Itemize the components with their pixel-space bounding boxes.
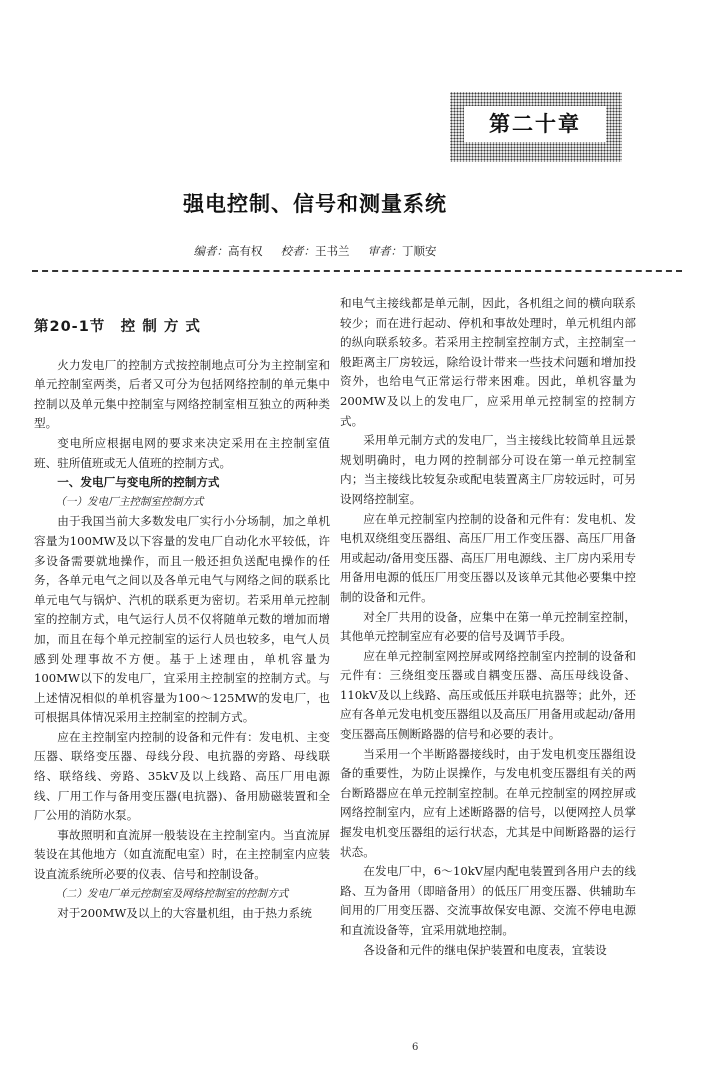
minor-heading: （二）发电厂单元控制室及网络控制室的控制方式 bbox=[55, 887, 289, 900]
editor-label: 编者： bbox=[193, 244, 228, 258]
paragraph: 采用单元制方式的发电厂，当主接线比较简单且远景规划明确时，电力网的控制部分可设在第一单元控制室内；当主接线比较复杂或配电装置离主厂房较远时，可另设网络控制室。 bbox=[340, 433, 636, 506]
paragraph: 火力发电厂的控制方式按控制地点可分为主控制室和单元控制室两类，后者又可分为包括网络控制的单元集中控制以及单元集中控制室与网络控制室相互独立的两种类型。 bbox=[34, 357, 330, 431]
paragraph: 变电所应根据电网的要求来决定采用在主控制室值班、驻所值班或无人值班的控制方式。 bbox=[34, 435, 330, 470]
section-heading: 第20-1节 控 制 方 式 bbox=[34, 319, 201, 335]
paragraph: 应在单元控制室网控屏或网络控制室内控制的设备和元件有：三绕组变压器或自耦变压器、高压母线设备、110kV及以上线路、高压或低压并联电抗器等；此外，还应有各单元发电机变压器组以及高压厂用备用或起动/备用变压器高压侧断路器的信号和必要的表计。 bbox=[340, 648, 636, 742]
dashed-divider bbox=[32, 270, 682, 272]
right-column bbox=[340, 294, 636, 960]
paragraph: 各设备和元件的继电保护装置和电度表，宜装设 bbox=[363, 942, 607, 957]
page-number: 6 bbox=[412, 1042, 419, 1053]
reviewer-label: 审者： bbox=[367, 244, 402, 258]
proofreader-label: 校者： bbox=[280, 244, 315, 258]
proofreader-name: 王书兰 bbox=[315, 244, 350, 258]
paragraph: 当采用一个半断路器接线时，由于发电机变压器组设备的重要性，为防止误操作，与发电机变压器组有关的两台断路器应在单元控制室控制。在单元控制室的网控屏或网络控制室内，应有上述断路器的信号，以便网控人员掌握发电机变压器组的运行状态，尤其是中间断路器的运行状态。 bbox=[340, 746, 636, 859]
reviewer-name: 丁顺安 bbox=[402, 244, 437, 258]
paragraph: 在发电厂中，6～10kV屋内配电装置到各用户去的线路、互为备用（即暗备用）的低压厂用变压器、供辅助车间用的厂用变压器、交流事故保安电源、交流不停电电源和直流设备等，宜采用就地控制。 bbox=[340, 864, 636, 937]
paragraph: 应在主控制室内控制的设备和元件有：发电机、主变压器、联络变压器、母线分段、电抗器的旁路、母线联络、联络线、旁路、35kV及以上线路、高压厂用电源线、厂用工作与备用变压器(电抗器)、备用励磁装置和全厂公用的消防水泵。 bbox=[34, 729, 330, 823]
subsection-heading: 一、发电厂与变电所的控制方式 bbox=[57, 475, 220, 490]
paragraph: 由于我国当前大多数发电厂实行小分场制，加之单机容量为100MW及以下容量的发电厂自动化水平较低，许多设备需要就地操作，而且一般还担负送配电操作的任务，各单元电气之间以及各单元电气与网络之间的联系比单元电气与锅炉、汽机的联系更为密切。若采用单元控制室的控制方式，电气运行人员不仅将随单元数的增加而增加，而且在每个单元控制室的运行人员也较多，电气人员感到处理事故不方便。基于上述理由，单机容量为100MW以下的发电厂，宜采用主控制室的控制方式。与上述情况相似的单机容量为100～125MW的发电厂，也可根据具体情况采用主控制室的控制方式。 bbox=[34, 514, 330, 725]
paragraph: 应在单元控制室内控制的设备和元件有：发电机、发电机双绕组变压器组、高压厂用工作变压器、高压厂用备用或起动/备用变压器、高压厂用电源线、主厂房内采用专用备用电源的低压厂用变压器以及该单元其他必要集中控制的设备和元件。 bbox=[340, 511, 636, 604]
left-column bbox=[34, 294, 330, 924]
chapter-title: 强电控制、信号和测量系统 bbox=[183, 192, 447, 216]
chapter-badge bbox=[450, 92, 622, 162]
minor-heading: （一）发电厂主控制室控制方式 bbox=[55, 495, 204, 508]
chapter-label: 第二十章 bbox=[464, 106, 606, 142]
paragraph: 和电气主接线都是单元制，因此，各机组之间的横向联系较少；而在进行起动、停机和事故处理时，单元机组内部的纵向联系较多。若采用主控制室控制方式，主控制室一般距离主厂房较远，除给设计带来一些技术问题和增加投资外，也给电气正常运行带来困难。因此，单机容量为200MW及以上的发电厂，应采用单元控制室的控制方式。 bbox=[340, 296, 636, 428]
paragraph: 对于200MW及以上的大容量机组，由于热力系统 bbox=[57, 906, 312, 921]
paragraph: 对全厂共用的设备，应集中在第一单元控制室控制，其他单元控制室应有必要的信号及调节手段。 bbox=[340, 609, 636, 644]
editor-name: 高有权 bbox=[228, 244, 263, 258]
paragraph: 事故照明和直流屏一般装设在主控制室内。当直流屏装设在其他地方（如直流配电室）时，在主控制室内应装设直流系统所必要的仪表、信号和控制设备。 bbox=[34, 827, 330, 882]
credits-line bbox=[0, 243, 630, 259]
